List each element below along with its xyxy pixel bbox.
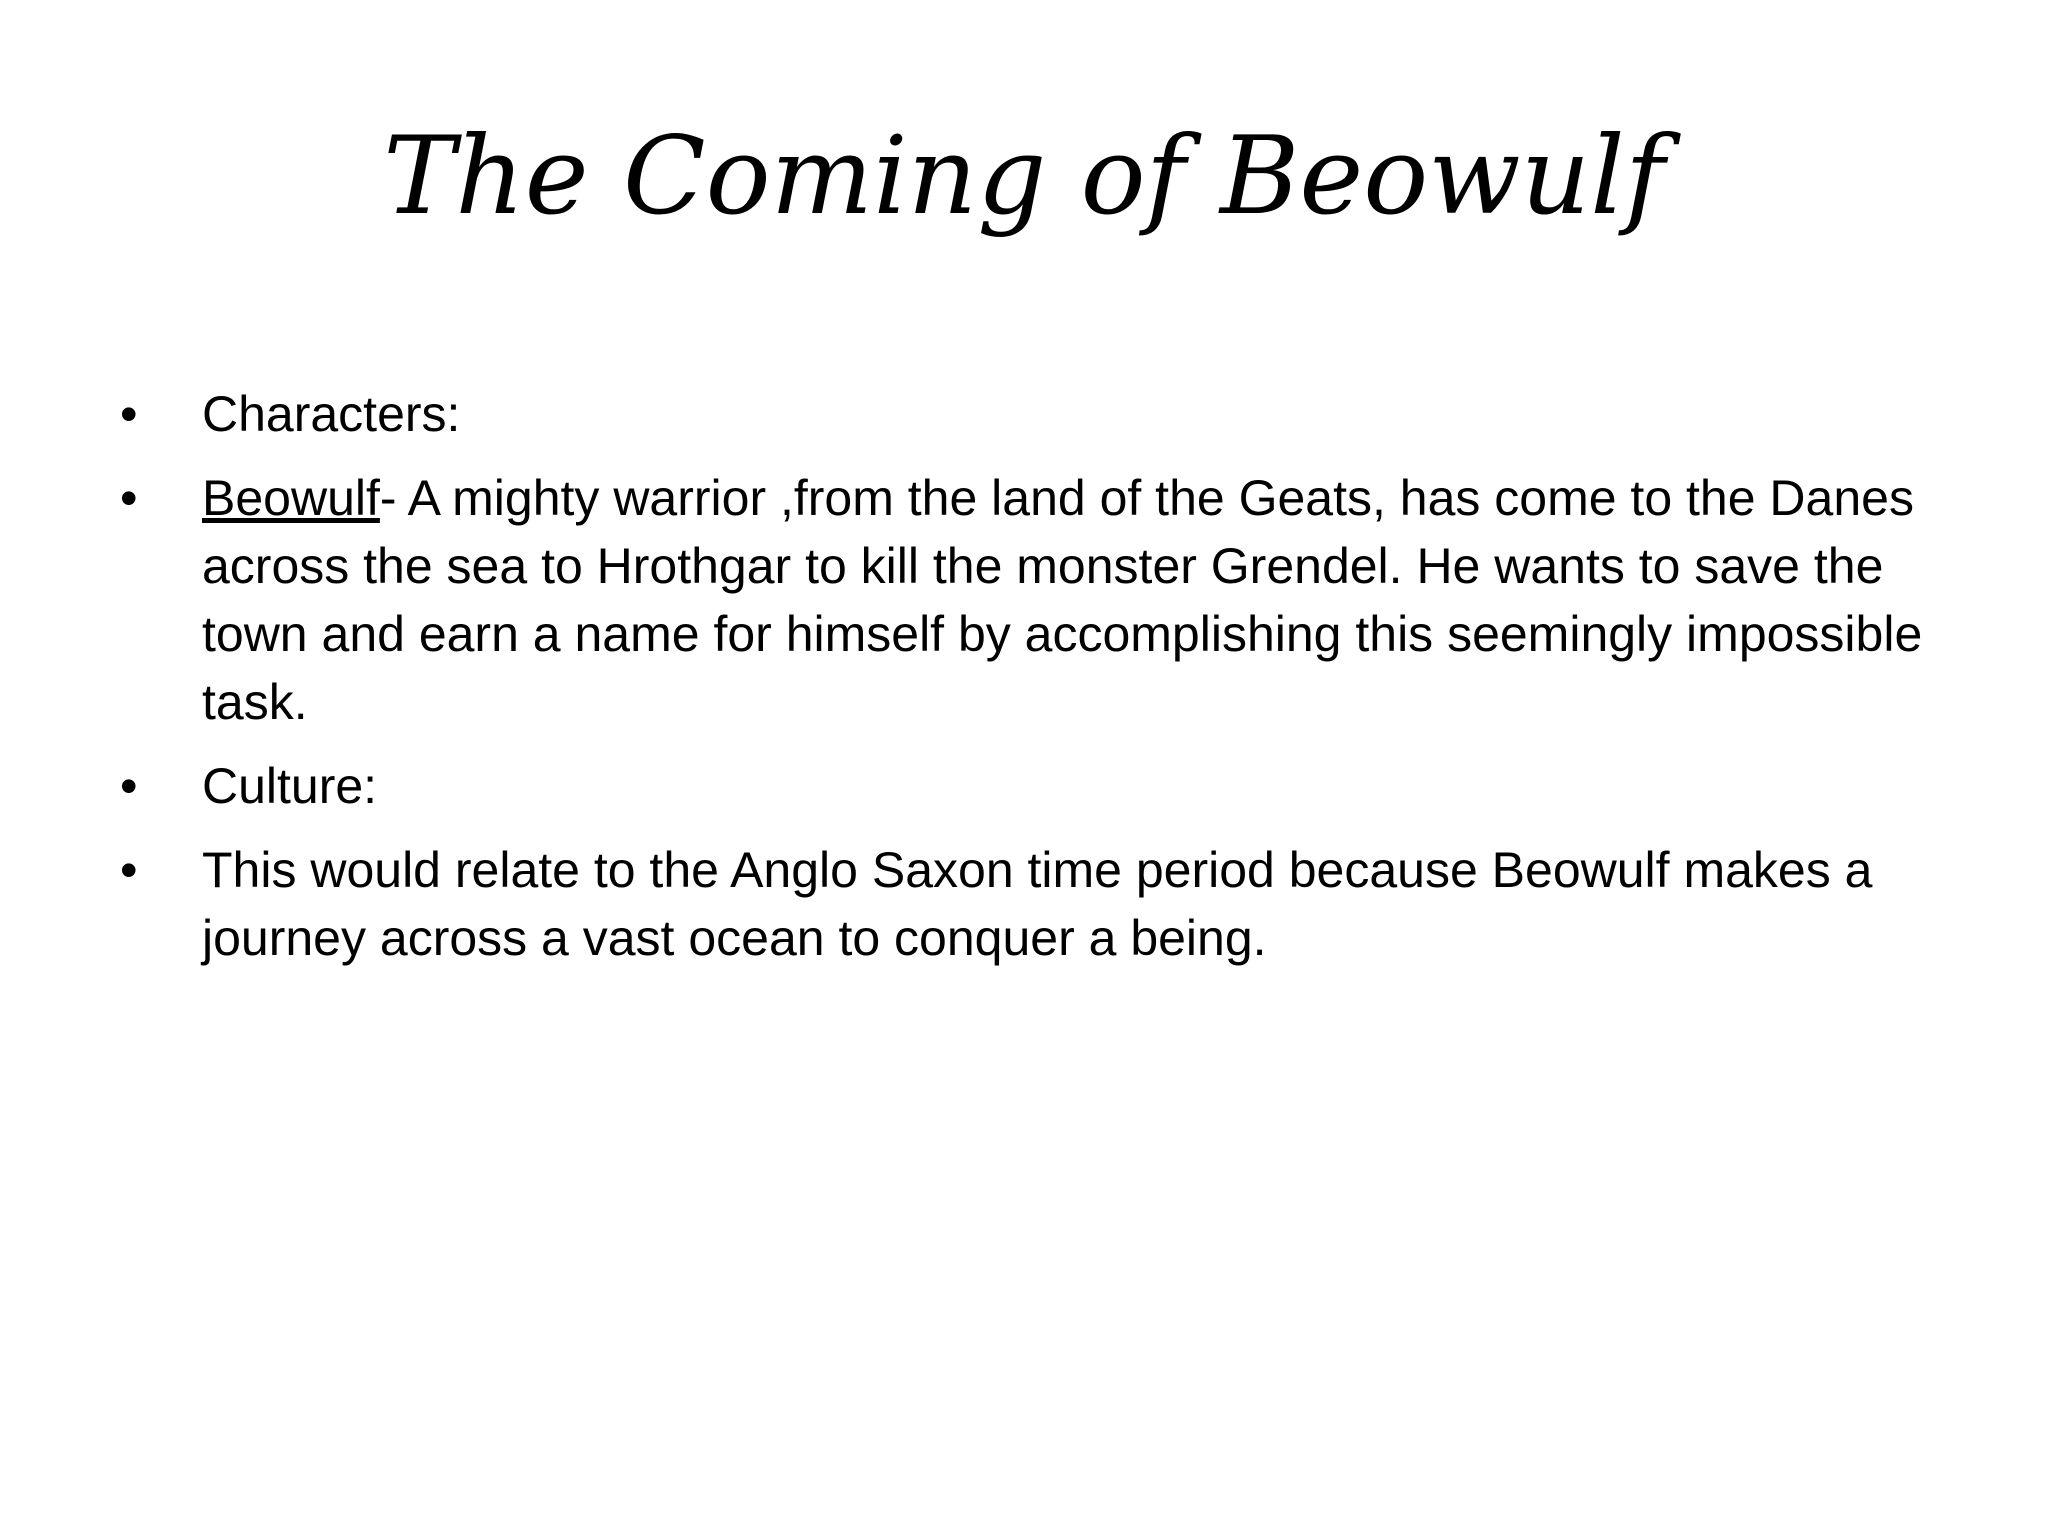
bullet-item-anglo-saxon: [120, 836, 1960, 972]
bullet-icon: •: [120, 386, 138, 442]
bullet-item-characters: [120, 380, 1960, 448]
bullet-text: Culture:: [202, 758, 378, 814]
bullet-icon: •: [120, 842, 138, 898]
character-name: Beowulf: [202, 470, 380, 526]
bullet-text: Characters:: [202, 386, 461, 442]
bullet-text: This would relate to the Anglo Saxon time period because Beowulf makes a journey across a vast ocean to conquer a being.: [202, 842, 1873, 966]
bullet-icon: •: [120, 758, 138, 814]
bullet-text: - A mighty warrior ,from the land of the Geats, has come to the Danes across the sea to Hrothgar to kill the monster Grendel. He wants to save the town and earn a name for himself by accomplishing this seemingly impossible task.: [202, 470, 1923, 730]
bullet-list: [120, 380, 1960, 988]
bullet-icon: •: [120, 470, 138, 526]
bullet-item-beowulf: [120, 464, 1960, 736]
bullet-item-culture: [120, 752, 1960, 820]
slide-title: The Coming of Beowulf: [383, 114, 1665, 239]
